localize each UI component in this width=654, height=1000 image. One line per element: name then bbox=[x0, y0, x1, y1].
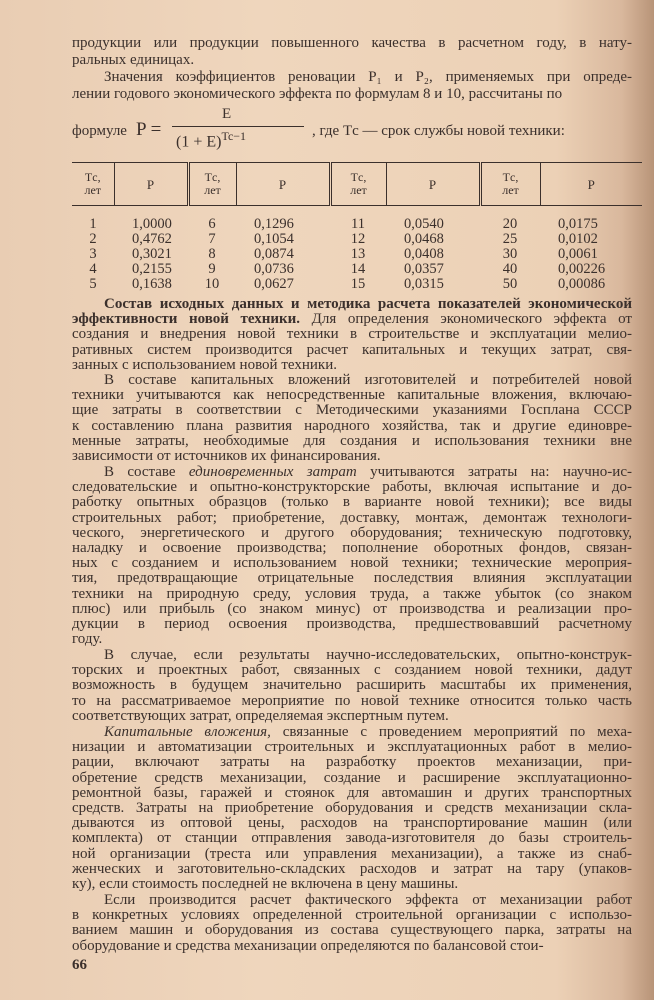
cell-coefficient: 0,4762 bbox=[132, 231, 172, 247]
cell-service-life: 3 bbox=[89, 246, 97, 262]
cell-coefficient: 1,0000 bbox=[132, 216, 172, 232]
paragraph-source-data bbox=[72, 297, 632, 373]
italic-term: единовременных затрат bbox=[188, 464, 357, 480]
renovation-coefficient-table bbox=[72, 162, 642, 292]
text-run: учитываются затраты на: научно-ис- bbox=[356, 464, 632, 480]
cell-service-life: 40 bbox=[502, 261, 518, 277]
bold-heading-text: Состав исходных данных и методика расчета показателей экономической bbox=[104, 296, 632, 312]
cell-coefficient: 0,0540 bbox=[404, 216, 444, 232]
paragraph-actual-effect bbox=[72, 893, 632, 954]
text-line: строительных работ; приобретение, доставку, монтаж, демонтаж технологи- bbox=[72, 509, 632, 526]
table-row bbox=[72, 232, 642, 247]
cell-coefficient: 0,1296 bbox=[254, 216, 294, 232]
text-line: ремонтной базы, гаражей и стоянок для автомашин и других транспортных bbox=[72, 784, 632, 801]
cell-service-life: 6 bbox=[208, 216, 216, 232]
text-line: Значения коэффициентов реновации P₁ и P₂, применяемых при опреде- bbox=[104, 69, 632, 85]
cell-service-life: 1 bbox=[89, 216, 97, 232]
cell-coefficient: 0,0408 bbox=[404, 246, 444, 262]
header-tc: Tс, bbox=[350, 170, 367, 184]
header-tc: Tс, bbox=[204, 170, 221, 184]
cell-coefficient: 0,1638 bbox=[132, 276, 172, 292]
bold-heading-text: эффективности новой техники. bbox=[72, 311, 301, 328]
cell-coefficient: 0,0357 bbox=[404, 261, 444, 277]
denominator-exponent: Tc−1 bbox=[221, 129, 247, 143]
cell-coefficient: 0,0468 bbox=[404, 231, 444, 247]
cell-service-life: 8 bbox=[208, 246, 216, 262]
formula-explanation: , где Tс — срок службы новой техники: bbox=[312, 123, 565, 139]
text-line: соответствующих затрат, определяемая экспертным путем. bbox=[72, 707, 449, 724]
paragraph-one-time-costs bbox=[72, 465, 632, 647]
text-line: ральных единицах. bbox=[72, 52, 195, 68]
text-line: средств. Затраты на приобретение оборудования и средств механизации скла- bbox=[72, 800, 632, 817]
cell-service-life: 9 bbox=[208, 261, 216, 277]
cell-service-life: 7 bbox=[208, 231, 216, 247]
cell-coefficient: 0,0315 bbox=[404, 276, 444, 292]
text-line: женческих и заготовительно-складских расходов и затрат на тару (упаков- bbox=[72, 860, 632, 877]
cell-service-life: 5 bbox=[89, 276, 97, 292]
cell-coefficient: 0,0736 bbox=[254, 261, 294, 277]
text-run: связанные с проведением мероприятий по меха- bbox=[270, 724, 632, 740]
cell-service-life: 25 bbox=[502, 231, 518, 247]
text-line: наладку и освоение производства; пополнение оборотных фондов, связан- bbox=[72, 540, 632, 557]
text-line bbox=[72, 465, 632, 480]
paragraph-capital-investments bbox=[72, 373, 632, 464]
cell-coefficient: 0,2155 bbox=[132, 261, 172, 277]
denominator-base: (1 + E) bbox=[176, 133, 222, 151]
cell-service-life: 10 bbox=[204, 276, 220, 292]
fraction-bar bbox=[172, 126, 304, 127]
paragraph-renovation-coefficients bbox=[72, 69, 632, 103]
text-line: к составлению плана развития народного хозяйства, так и другие единовре- bbox=[72, 417, 632, 434]
header-tc: Tс, bbox=[84, 170, 101, 184]
text-line: лении годового экономического эффекта по формулам 8 и 10, рассчитаны по bbox=[72, 86, 563, 102]
paragraph-mechanization-investments bbox=[72, 725, 632, 892]
italic-term: Капитальные вложения, bbox=[104, 724, 271, 740]
cell-coefficient: 0,3021 bbox=[132, 246, 172, 262]
column-header-service-life bbox=[330, 163, 386, 206]
cell-coefficient: 0,0175 bbox=[558, 216, 598, 232]
table-row bbox=[72, 277, 642, 292]
text-line: занных с использованием новой техники. bbox=[72, 356, 337, 373]
cell-coefficient: 0,0102 bbox=[558, 231, 598, 247]
cell-coefficient: 0,00086 bbox=[558, 276, 606, 292]
column-header-service-life bbox=[72, 163, 114, 206]
text-line: В составе капитальных вложений изготовителей и потребителей новой bbox=[104, 372, 632, 388]
cell-service-life: 15 bbox=[350, 276, 366, 292]
cell-coefficient: 0,00226 bbox=[558, 261, 606, 277]
text-line: обретение средств механизации, создание и расширение эксплуатационно- bbox=[72, 769, 632, 786]
column-header-service-life bbox=[480, 163, 540, 206]
column-header-coefficient: P bbox=[236, 163, 330, 206]
column-header-coefficient: P bbox=[386, 163, 480, 206]
text-line: то на рассматриваемое мероприятие по новой технике относится только часть bbox=[72, 692, 632, 709]
text-line: щие затраты в соответствии с Методическими указаниями Госплана СССР bbox=[72, 402, 632, 419]
text-run: В составе bbox=[104, 464, 189, 480]
cell-coefficient: 0,1054 bbox=[254, 231, 294, 247]
text-line: зависимости от источников их финансирования. bbox=[72, 448, 381, 465]
table-row bbox=[72, 262, 642, 277]
cell-service-life: 2 bbox=[89, 231, 97, 247]
formula-label: формуле bbox=[72, 123, 127, 139]
paragraph-research-results bbox=[72, 648, 632, 724]
header-unit: лет bbox=[350, 183, 367, 197]
cell-coefficient: 0,0874 bbox=[254, 246, 294, 262]
text-line: Если производится расчет фактического эффекта от механизации работ bbox=[104, 892, 632, 908]
text-line: В случае, если результаты научно-исследовательских, опытно-конструк- bbox=[104, 647, 632, 663]
text-line: создания и внедрения новой техники в строительстве и эксплуатации мелио- bbox=[72, 326, 632, 343]
text-line: продукции или продукции повышенного качества в расчетном году, в нату- bbox=[72, 35, 632, 51]
header-unit: лет bbox=[502, 183, 519, 197]
cell-service-life: 20 bbox=[502, 216, 518, 232]
text-line: техники на природную среду, условия труда, а также убыток (со знаком bbox=[72, 585, 632, 602]
text-line: низации и автоматизации строительных и эксплуатационных работ в мелио- bbox=[72, 739, 632, 756]
cell-coefficient: 0,0627 bbox=[254, 276, 294, 292]
text-line: оборудование и средства механизации определяются по балансовой стои- bbox=[72, 937, 544, 954]
page-number: 66 bbox=[72, 957, 87, 973]
cell-service-life: 30 bbox=[502, 246, 518, 262]
text-line: работку опытных образцов (только в варианте новой техники); все виды bbox=[72, 494, 632, 511]
text-line: ческого, энергетического и другого оборудования; техническую подготовку, bbox=[72, 524, 632, 541]
text-run: Для определения экономического эффекта от bbox=[300, 311, 632, 328]
text-line: дукции в период освоения производства, предшествовавший расчетному bbox=[72, 616, 632, 633]
table-row bbox=[72, 247, 642, 262]
text-line: торских и проектных работ, связанных с созданием новой техники, дадут bbox=[72, 662, 632, 679]
table-row bbox=[72, 206, 642, 233]
table-header-row bbox=[72, 163, 642, 206]
cell-service-life: 12 bbox=[350, 231, 366, 247]
text-line: дываются из оптовой цены, расходов на транспортирование машин (или bbox=[72, 815, 632, 832]
text-line: ных с созданием и использованием новой техники; технические мероприя- bbox=[72, 555, 632, 572]
cell-service-life: 50 bbox=[502, 276, 518, 292]
text-line: ной организации (треста или управления механизации), а также из снаб- bbox=[72, 845, 632, 862]
text-line: возможность в будущем значительно расширить масштабы их применения, bbox=[72, 677, 632, 694]
text-line: плюс) или прибыль (со знаком минус) от производства и реализации про- bbox=[72, 600, 632, 617]
cell-service-life: 13 bbox=[350, 246, 366, 262]
text-line: ванием машин и оборудования из состава существующего парка, затраты на bbox=[72, 922, 632, 939]
text-line: ративных систем производится расчет капитальных и текущих затрат, свя- bbox=[72, 341, 632, 358]
text-line: менные затраты, необходимые для создания и использования техники вне bbox=[72, 432, 632, 449]
formula-denominator bbox=[176, 129, 246, 151]
paragraph-continuation bbox=[72, 35, 632, 69]
text-line bbox=[72, 725, 632, 740]
text-line: комплекта) от станции отправления завода-изготовителя до базы строитель- bbox=[72, 830, 632, 847]
text-line bbox=[72, 312, 632, 327]
cell-service-life: 14 bbox=[350, 261, 366, 277]
text-line: следовательские и опытно-конструкторские работы, включая испытание и до- bbox=[72, 479, 632, 496]
column-header-coefficient: P bbox=[540, 163, 642, 206]
text-line: техники учитываются как непосредственные капитальные вложения, включаю- bbox=[72, 387, 632, 404]
header-unit: лет bbox=[204, 183, 221, 197]
text-line: рации, включают затраты на разработку проектов механизации, при- bbox=[72, 754, 632, 771]
formula-renovation-coefficient bbox=[72, 106, 632, 150]
cell-coefficient: 0,0061 bbox=[558, 246, 598, 262]
column-header-service-life bbox=[188, 163, 236, 206]
text-line: тия, предотвращающие отрицательные последствия влияния эксплуатации bbox=[72, 570, 632, 587]
header-tc: Tс, bbox=[502, 170, 519, 184]
cell-service-life: 4 bbox=[89, 261, 97, 277]
text-line: ку), если стоимость последней не включена в цену машины. bbox=[72, 876, 459, 893]
header-unit: лет bbox=[84, 183, 102, 197]
formula-lhs: P = bbox=[136, 119, 162, 140]
cell-service-life: 11 bbox=[351, 216, 365, 232]
formula-numerator: E bbox=[222, 106, 232, 122]
text-line: году. bbox=[72, 631, 103, 648]
text-line: в конкретных условиях определенной строительной организации с использо- bbox=[72, 907, 632, 924]
column-header-coefficient: P bbox=[114, 163, 188, 206]
text-line bbox=[72, 297, 632, 312]
